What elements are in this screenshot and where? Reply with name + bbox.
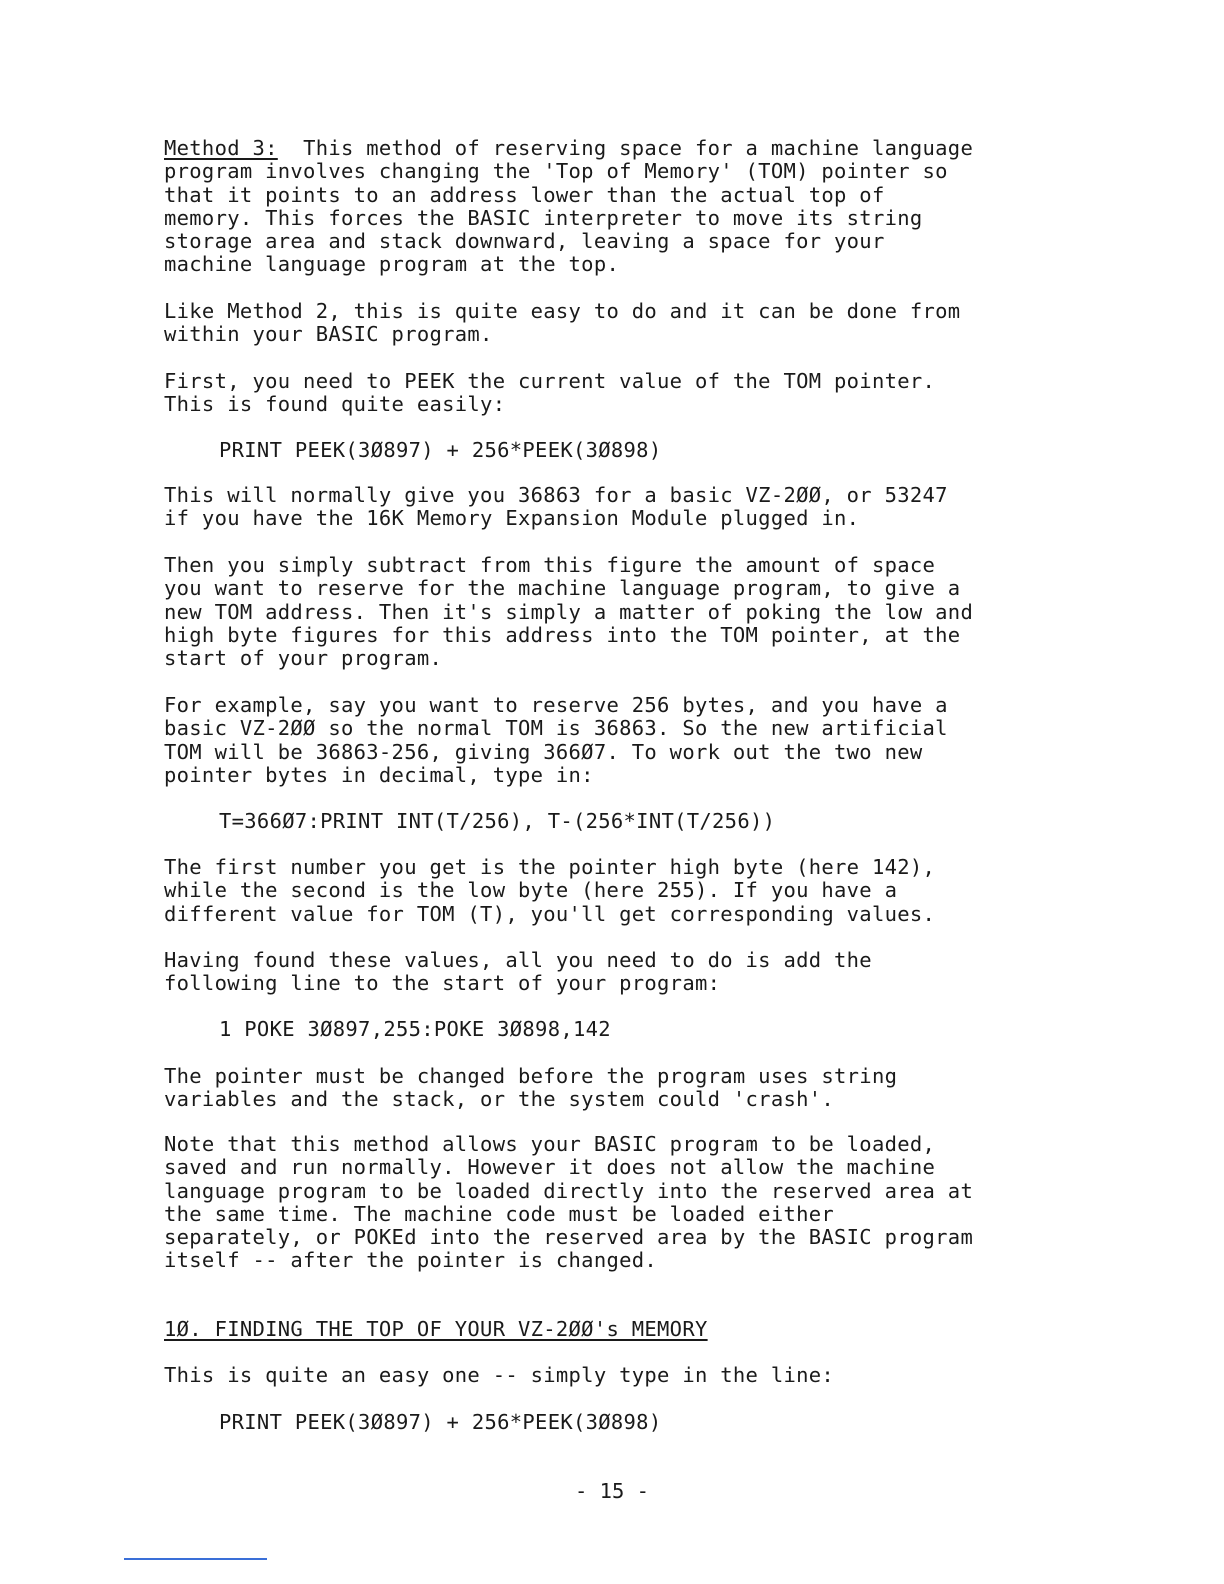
text-line: Like Method 2, this is quite easy to do and it can be done from — [164, 299, 961, 323]
text-line: language program to be loaded directly into the reserved area at — [164, 1178, 974, 1203]
text-line: you want to reserve for the machine language program, to give a — [164, 576, 961, 601]
text-line: if you have the 16K Memory Expansion Module plugged in. — [164, 506, 860, 531]
text-line: saved and run normally. However it does not allow the machine — [164, 1155, 936, 1180]
text-line: within your BASIC program. — [164, 322, 493, 347]
text-line: the same time. The machine code must be loaded either — [164, 1201, 835, 1226]
method3-line: program involves changing the 'Top of Memory' (TOM) pointer so — [164, 159, 948, 184]
having-found-paragraph — [164, 949, 1064, 996]
first-number-paragraph — [164, 856, 1064, 926]
normally-paragraph — [164, 484, 1064, 531]
text-line: variables and the stack, or the system could 'crash'. — [164, 1087, 835, 1112]
text-line: Then you simply subtract from this figure the amount of space — [164, 553, 936, 577]
text-line: This is found quite easily: — [164, 392, 506, 417]
text-line: different value for TOM (T), you'll get corresponding values. — [164, 901, 936, 926]
section-10-intro: This is quite an easy one -- simply type in the line: — [164, 1363, 835, 1387]
subtract-paragraph — [164, 554, 1064, 670]
pointer-changed-paragraph — [164, 1065, 1064, 1112]
text-line: For example, say you want to reserve 256 bytes, and you have a — [164, 693, 948, 717]
method3-line: storage area and stack downward, leaving a space for your — [164, 229, 885, 254]
text-line: This will normally give you 36863 for a basic VZ-2ØØ, or 53247 — [164, 483, 948, 507]
text-line: while the second is the low byte (here 255). If you have a — [164, 878, 898, 903]
text-line: separately, or POKEd into the reserved area by the BASIC program — [164, 1225, 974, 1250]
text-line: The first number you get is the pointer high byte (here 142), — [164, 855, 936, 879]
text-line: Having found these values, all you need to do is add the — [164, 948, 872, 972]
text-line: Note that this method allows your BASIC program to be loaded, — [164, 1132, 936, 1156]
text-line: new TOM address. Then it's simply a matter of poking the low and — [164, 599, 974, 624]
example-paragraph — [164, 694, 1064, 787]
like-method2-paragraph — [164, 300, 1064, 347]
method3-heading: Method 3: — [164, 136, 278, 160]
text-line: TOM will be 36863-256, giving 366Ø7. To work out the two new — [164, 739, 923, 764]
method3-line-1-rest: This method of reserving space for a machine language — [277, 136, 974, 160]
text-line: high byte figures for this address into the TOM pointer, at the — [164, 622, 961, 647]
text-line: following line to the start of your program: — [164, 971, 721, 996]
page-number: - 15 - — [574, 1479, 650, 1503]
text-line: itself -- after the pointer is changed. — [164, 1248, 658, 1273]
first-peek-paragraph — [164, 370, 1064, 417]
text-line: basic VZ-2ØØ so the normal TOM is 36863. So the new artificial — [164, 716, 948, 741]
footnote-rule — [124, 1558, 267, 1560]
code-poke-line: 1 POKE 3Ø897,255:POKE 3Ø898,142 — [219, 1017, 611, 1041]
text-line: pointer bytes in decimal, type in: — [164, 762, 594, 787]
note-paragraph — [164, 1133, 1064, 1273]
code-peek-tom: PRINT PEEK(3Ø897) + 256*PEEK(3Ø898) — [219, 438, 662, 462]
text-line: start of your program. — [164, 646, 443, 671]
method3-line: that it points to an address lower than the actual top of — [164, 182, 885, 207]
text-line: The pointer must be changed before the program uses string — [164, 1064, 898, 1088]
method3-paragraph — [164, 137, 1064, 277]
code-compute-bytes: T=366Ø7:PRINT INT(T/256), T-(256*INT(T/256)) — [219, 809, 776, 833]
section-10-heading: 1Ø. FINDING THE TOP OF YOUR VZ-2ØØ's MEMORY — [164, 1317, 708, 1341]
text-line: First, you need to PEEK the current value of the TOM pointer. — [164, 369, 936, 393]
method3-line: memory. This forces the BASIC interpreter to move its string — [164, 205, 923, 230]
code-find-top: PRINT PEEK(3Ø897) + 256*PEEK(3Ø898) — [219, 1410, 662, 1434]
method3-line: machine language program at the top. — [164, 252, 620, 277]
